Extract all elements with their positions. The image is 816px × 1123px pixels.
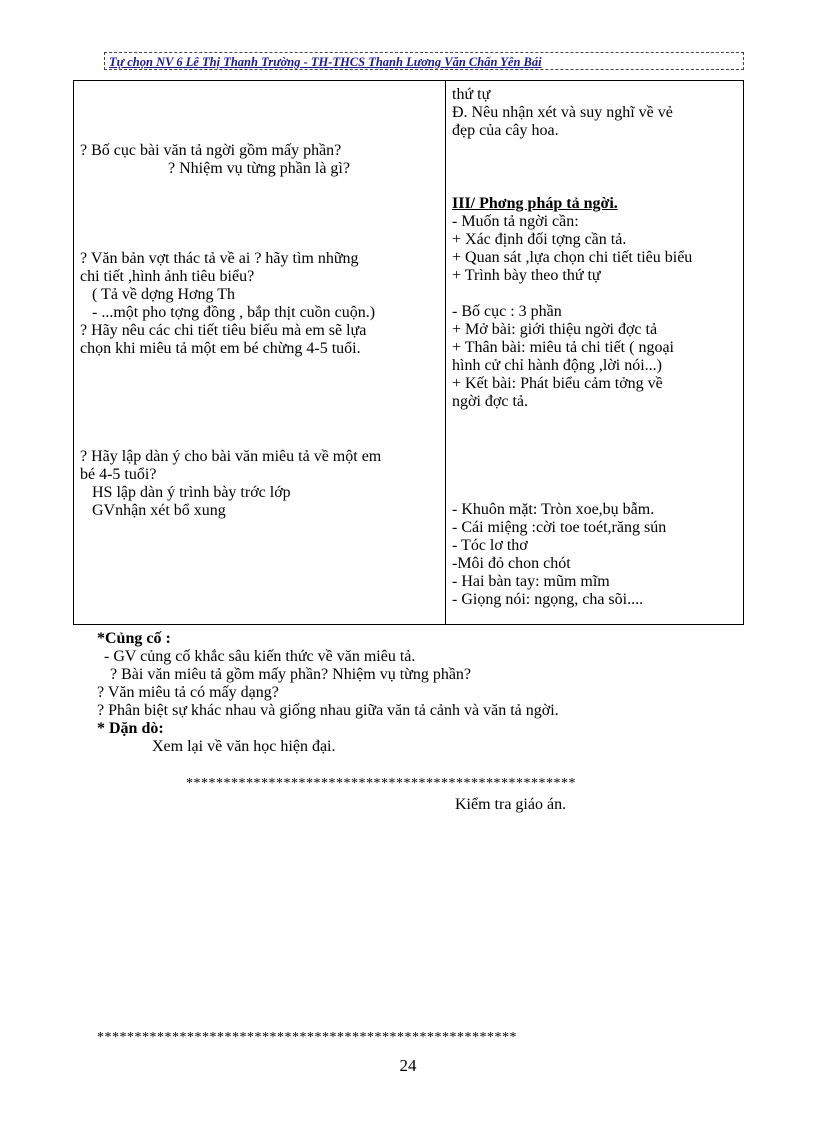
text-line: - Tóc lơ thơ (452, 537, 528, 554)
text-line: - Khuôn mặt: Tròn xoe,bụ bẫm. (452, 501, 655, 518)
text-line: ? Văn bản vợt thác tả về ai ? hãy tìm những (80, 250, 359, 267)
text-line: chi tiết ,hình ảnh tiêu biểu? (80, 268, 255, 285)
consolidation-line: ? Bài văn miêu tả gồm mấy phần? Nhiệm vụ từng phần? (110, 666, 472, 683)
table-column-divider (445, 80, 446, 625)
text-line: HS lập dàn ý trình bày trớc lớp (92, 484, 291, 501)
text-line: chọn khi miêu tả một em bé chừng 4-5 tuổi. (80, 340, 361, 357)
text-line: ? Bố cục bài văn tả ngời gồm mấy phần? (80, 142, 342, 159)
check-label: Kiểm tra giáo án. (455, 796, 567, 813)
text-line: + Trình bày theo thứ tự (452, 267, 601, 284)
text-line: hình cử chỉ hành động ,lời nói...) (452, 357, 662, 374)
text-line: + Xác định đối tợng cần tả. (452, 231, 627, 248)
method-section (452, 195, 742, 285)
text-line: ngời đợc tả. (452, 393, 529, 410)
text-line: đẹp của cây hoa. (452, 122, 559, 139)
right-top-block (452, 86, 742, 140)
text-line: + Quan sát ,lựa chọn chi tiết tiêu biểu (452, 249, 693, 266)
text-line: - Bố cục : 3 phần (452, 303, 562, 320)
consolidation-line: - GV củng cố khắc sâu kiến thức về văn miêu tả. (104, 648, 416, 665)
text-line: + Kết bài: Phát biểu cảm tởng về (452, 375, 663, 392)
left-question-1 (80, 142, 440, 178)
text-line: Đ. Nêu nhận xét và suy nghĩ về vẻ (452, 104, 673, 121)
separator-stars: ******************************************************** (97, 1030, 517, 1045)
section-title: III/ Phơng pháp tả ngời. (452, 195, 618, 212)
consolidation-line: ? Văn miêu tả có mấy dạng? (97, 684, 279, 701)
text-line: thứ tự (452, 86, 491, 103)
homework-text: Xem lại về văn học hiện đại. (152, 738, 336, 755)
text-line: ? Hãy nêu các chi tiết tiêu biểu mà em sẽ lựa (80, 322, 367, 339)
left-question-3 (80, 448, 440, 520)
layout-section (452, 303, 742, 411)
text-line: bé 4-5 tuổi? (80, 466, 157, 483)
text-line: - Cái miệng :cời toe toét,răng sún (452, 519, 667, 536)
text-line: ( Tả về dợng Hơng Th (92, 286, 235, 303)
details-section (452, 501, 742, 609)
text-line: + Mở bài: giới thiệu ngời đợc tả (452, 321, 658, 338)
left-question-2 (80, 250, 440, 358)
page-number: 24 (399, 1056, 417, 1075)
text-line: - ...một pho tợng đồng , bắp thịt cuồn cuộn.) (92, 304, 376, 321)
text-line: - Giọng nói: ngọng, cha sõi.... (452, 591, 644, 608)
homework-title: * Dặn dò: (97, 720, 164, 737)
consolidation-line: ? Phân biệt sự khác nhau và giống nhau giữa văn tả cảnh và văn tả ngời. (97, 702, 559, 719)
text-line: - Hai bàn tay: mũm mĩm (452, 573, 610, 590)
text-line: GVnhận xét bổ xung (92, 502, 226, 519)
text-line: - Muốn tả ngời cần: (452, 213, 579, 230)
text-line: ? Hãy lập dàn ý cho bài văn miêu tả về một em (80, 448, 382, 465)
running-header: Tự chọn NV 6 Lê Thị Thanh Trường - TH-THCS Thanh Lương Văn Chấn Yên Bái (104, 52, 744, 70)
consolidation-title: *Củng cố : (97, 630, 171, 647)
text-line: ? Nhiệm vụ từng phần là gì? (168, 160, 350, 177)
separator-stars: **************************************************** (186, 776, 576, 791)
text-line: -Môi đỏ chon chót (452, 555, 571, 572)
text-line: + Thân bài: miêu tả chi tiết ( ngoại (452, 339, 674, 356)
